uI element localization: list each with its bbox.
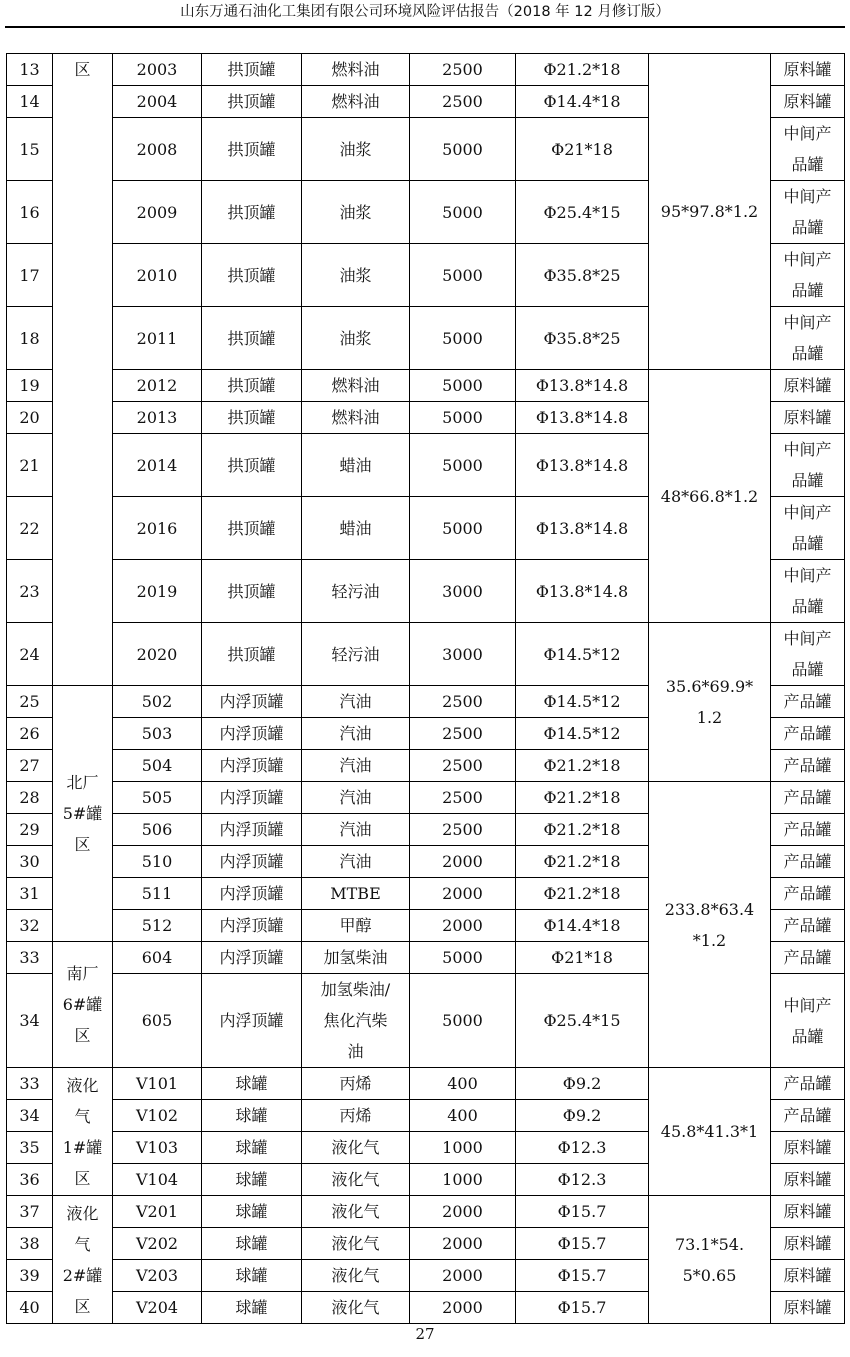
tank-table [6,53,845,1324]
tank-category: 中间产 品罐 [771,560,845,623]
tank-area: 液化 气 2#罐 区 [53,1196,113,1324]
tank-category: 产品罐 [771,910,845,942]
capacity: 5000 [410,974,516,1068]
capacity: 5000 [410,370,516,402]
medium: 轻污油 [302,560,410,623]
tank-table-body [7,54,845,1324]
row-number: 34 [7,1100,53,1132]
tank-type: 拱顶罐 [202,434,302,497]
tank-number: V204 [113,1292,202,1324]
tank-type: 内浮顶罐 [202,686,302,718]
tank-category: 原料罐 [771,1292,845,1324]
row-number: 17 [7,244,53,307]
capacity: 400 [410,1068,516,1100]
medium: 汽油 [302,782,410,814]
tank-number: 2020 [113,623,202,686]
tank-size: Φ21*18 [516,118,649,181]
row-number: 20 [7,402,53,434]
tank-size: Φ14.5*12 [516,718,649,750]
row-number: 27 [7,750,53,782]
medium: 燃料油 [302,86,410,118]
dike-size: 73.1*54. 5*0.65 [649,1196,771,1324]
capacity: 2500 [410,750,516,782]
tank-type: 球罐 [202,1228,302,1260]
tank-size: Φ12.3 [516,1164,649,1196]
tank-number: 510 [113,846,202,878]
row-number: 32 [7,910,53,942]
tank-type: 拱顶罐 [202,86,302,118]
capacity: 2500 [410,782,516,814]
tank-category: 中间产 品罐 [771,974,845,1068]
tank-type: 内浮顶罐 [202,782,302,814]
medium: 丙烯 [302,1100,410,1132]
tank-number: 506 [113,814,202,846]
capacity: 5000 [410,181,516,244]
tank-type: 拱顶罐 [202,623,302,686]
tank-size: Φ21*18 [516,942,649,974]
dike-size: 233.8*63.4 *1.2 [649,782,771,1068]
capacity: 2000 [410,846,516,878]
tank-category: 产品罐 [771,942,845,974]
row-number: 30 [7,846,53,878]
tank-type: 拱顶罐 [202,402,302,434]
tank-number: 2004 [113,86,202,118]
capacity: 2500 [410,86,516,118]
capacity: 2000 [410,910,516,942]
tank-number: 512 [113,910,202,942]
header-rule [5,26,845,28]
medium: 蜡油 [302,497,410,560]
table-row [7,623,845,686]
tank-size: Φ13.8*14.8 [516,370,649,402]
medium: 液化气 [302,1164,410,1196]
page-number: 27 [415,1325,435,1343]
tank-size: Φ15.7 [516,1228,649,1260]
dike-size: 45.8*41.3*1 [649,1068,771,1196]
tank-category: 产品罐 [771,1100,845,1132]
tank-category: 中间产 品罐 [771,307,845,370]
row-number: 24 [7,623,53,686]
tank-type: 拱顶罐 [202,370,302,402]
tank-category: 原料罐 [771,54,845,86]
row-number: 36 [7,1164,53,1196]
tank-type: 球罐 [202,1164,302,1196]
medium: MTBE [302,878,410,910]
tank-category: 原料罐 [771,402,845,434]
row-number: 25 [7,686,53,718]
dike-size: 35.6*69.9* 1.2 [649,623,771,782]
tank-category: 中间产 品罐 [771,181,845,244]
tank-type: 拱顶罐 [202,307,302,370]
row-number: 15 [7,118,53,181]
dike-size: 95*97.8*1.2 [649,54,771,370]
row-number: 23 [7,560,53,623]
tank-number: 2012 [113,370,202,402]
table-row [7,370,845,402]
tank-category: 原料罐 [771,1260,845,1292]
medium: 汽油 [302,814,410,846]
tank-category: 中间产 品罐 [771,434,845,497]
tank-type: 内浮顶罐 [202,910,302,942]
tank-size: Φ35.8*25 [516,307,649,370]
tank-type: 内浮顶罐 [202,942,302,974]
tank-number: 2016 [113,497,202,560]
tank-category: 中间产 品罐 [771,623,845,686]
row-number: 31 [7,878,53,910]
tank-category: 产品罐 [771,878,845,910]
row-number: 13 [7,54,53,86]
medium: 丙烯 [302,1068,410,1100]
tank-size: Φ15.7 [516,1260,649,1292]
row-number: 28 [7,782,53,814]
row-number: 16 [7,181,53,244]
tank-size: Φ14.4*18 [516,86,649,118]
tank-category: 中间产 品罐 [771,118,845,181]
capacity: 5000 [410,244,516,307]
tank-number: V102 [113,1100,202,1132]
row-number: 35 [7,1132,53,1164]
medium: 油浆 [302,307,410,370]
tank-area: 南厂 6#罐 区 [53,942,113,1068]
tank-type: 内浮顶罐 [202,718,302,750]
tank-type: 拱顶罐 [202,560,302,623]
tank-size: Φ14.5*12 [516,686,649,718]
medium: 液化气 [302,1228,410,1260]
capacity: 3000 [410,623,516,686]
tank-size: Φ21.2*18 [516,782,649,814]
tank-number: 2019 [113,560,202,623]
capacity: 5000 [410,402,516,434]
tank-type: 球罐 [202,1196,302,1228]
capacity: 3000 [410,560,516,623]
tank-number: 605 [113,974,202,1068]
row-number: 14 [7,86,53,118]
row-number: 40 [7,1292,53,1324]
tank-number: V103 [113,1132,202,1164]
tank-category: 产品罐 [771,750,845,782]
capacity: 2000 [410,1228,516,1260]
tank-size: Φ12.3 [516,1132,649,1164]
medium: 汽油 [302,750,410,782]
tank-size: Φ13.8*14.8 [516,434,649,497]
capacity: 1000 [410,1132,516,1164]
capacity: 5000 [410,307,516,370]
capacity: 2500 [410,54,516,86]
row-number: 33 [7,942,53,974]
tank-type: 球罐 [202,1292,302,1324]
tank-type: 拱顶罐 [202,54,302,86]
medium: 加氢柴油 [302,942,410,974]
tank-area: 液化 气 1#罐 区 [53,1068,113,1196]
tank-number: V203 [113,1260,202,1292]
tank-size: Φ21.2*18 [516,878,649,910]
capacity: 5000 [410,118,516,181]
tank-category: 原料罐 [771,370,845,402]
table-row [7,1068,845,1100]
tank-size: Φ15.7 [516,1292,649,1324]
tank-type: 拱顶罐 [202,497,302,560]
tank-type: 拱顶罐 [202,244,302,307]
tank-size: Φ13.8*14.8 [516,560,649,623]
medium: 液化气 [302,1196,410,1228]
tank-size: Φ25.4*15 [516,974,649,1068]
tank-category: 产品罐 [771,846,845,878]
capacity: 2500 [410,686,516,718]
table-row [7,782,845,814]
tank-type: 球罐 [202,1100,302,1132]
tank-category: 原料罐 [771,1228,845,1260]
tank-type: 球罐 [202,1068,302,1100]
tank-size: Φ35.8*25 [516,244,649,307]
tank-number: 2011 [113,307,202,370]
row-number: 34 [7,974,53,1068]
medium: 液化气 [302,1292,410,1324]
row-number: 29 [7,814,53,846]
tank-category: 产品罐 [771,718,845,750]
table-row [7,54,845,86]
capacity: 2000 [410,878,516,910]
tank-type: 拱顶罐 [202,118,302,181]
tank-number: V201 [113,1196,202,1228]
tank-size: Φ21.2*18 [516,846,649,878]
tank-size: Φ14.5*12 [516,623,649,686]
tank-number: 502 [113,686,202,718]
medium: 加氢柴油/ 焦化汽柴 油 [302,974,410,1068]
tank-number: 505 [113,782,202,814]
tank-category: 中间产 品罐 [771,244,845,307]
tank-number: 2009 [113,181,202,244]
tank-type: 拱顶罐 [202,181,302,244]
medium: 燃料油 [302,402,410,434]
tank-size: Φ21.2*18 [516,750,649,782]
tank-type: 球罐 [202,1132,302,1164]
row-number: 37 [7,1196,53,1228]
medium: 汽油 [302,718,410,750]
capacity: 2500 [410,718,516,750]
row-number: 22 [7,497,53,560]
dike-size: 48*66.8*1.2 [649,370,771,623]
table-row [7,1196,845,1228]
medium: 轻污油 [302,623,410,686]
medium: 燃料油 [302,54,410,86]
medium: 汽油 [302,846,410,878]
capacity: 2000 [410,1292,516,1324]
tank-number: 503 [113,718,202,750]
capacity: 5000 [410,434,516,497]
tank-number: 2014 [113,434,202,497]
capacity: 2000 [410,1260,516,1292]
tank-type: 内浮顶罐 [202,750,302,782]
capacity: 2000 [410,1196,516,1228]
tank-category: 原料罐 [771,1164,845,1196]
tank-size: Φ15.7 [516,1196,649,1228]
tank-size: Φ21.2*18 [516,814,649,846]
medium: 汽油 [302,686,410,718]
row-number: 38 [7,1228,53,1260]
page-header: 山东万通石油化工集团有限公司环境风险评估报告（2018 年 12 月修订版） [180,4,670,20]
tank-area: 北厂 5#罐 区 [53,686,113,942]
medium: 液化气 [302,1132,410,1164]
tank-type: 球罐 [202,1260,302,1292]
tank-type: 内浮顶罐 [202,846,302,878]
tank-number: 2003 [113,54,202,86]
capacity: 400 [410,1100,516,1132]
tank-size: Φ13.8*14.8 [516,402,649,434]
tank-size: Φ13.8*14.8 [516,497,649,560]
tank-category: 产品罐 [771,686,845,718]
tank-number: V101 [113,1068,202,1100]
tank-size: Φ9.2 [516,1100,649,1132]
medium: 油浆 [302,118,410,181]
row-number: 21 [7,434,53,497]
tank-size: Φ14.4*18 [516,910,649,942]
capacity: 5000 [410,497,516,560]
tank-number: 2013 [113,402,202,434]
medium: 液化气 [302,1260,410,1292]
tank-area: 区 [53,54,113,686]
tank-number: 2010 [113,244,202,307]
medium: 蜡油 [302,434,410,497]
row-number: 18 [7,307,53,370]
medium: 油浆 [302,181,410,244]
tank-category: 中间产 品罐 [771,497,845,560]
row-number: 19 [7,370,53,402]
tank-type: 内浮顶罐 [202,974,302,1068]
tank-size: Φ9.2 [516,1068,649,1100]
tank-type: 内浮顶罐 [202,814,302,846]
tank-number: 511 [113,878,202,910]
tank-number: 504 [113,750,202,782]
capacity: 1000 [410,1164,516,1196]
medium: 油浆 [302,244,410,307]
tank-number: V104 [113,1164,202,1196]
tank-category: 原料罐 [771,1132,845,1164]
capacity: 5000 [410,942,516,974]
row-number: 33 [7,1068,53,1100]
tank-category: 产品罐 [771,814,845,846]
tank-number: 2008 [113,118,202,181]
capacity: 2500 [410,814,516,846]
tank-category: 产品罐 [771,782,845,814]
tank-category: 产品罐 [771,1068,845,1100]
row-number: 39 [7,1260,53,1292]
tank-category: 原料罐 [771,1196,845,1228]
medium: 燃料油 [302,370,410,402]
medium: 甲醇 [302,910,410,942]
tank-number: V202 [113,1228,202,1260]
row-number: 26 [7,718,53,750]
tank-type: 内浮顶罐 [202,878,302,910]
tank-category: 原料罐 [771,86,845,118]
tank-size: Φ25.4*15 [516,181,649,244]
tank-number: 604 [113,942,202,974]
tank-size: Φ21.2*18 [516,54,649,86]
